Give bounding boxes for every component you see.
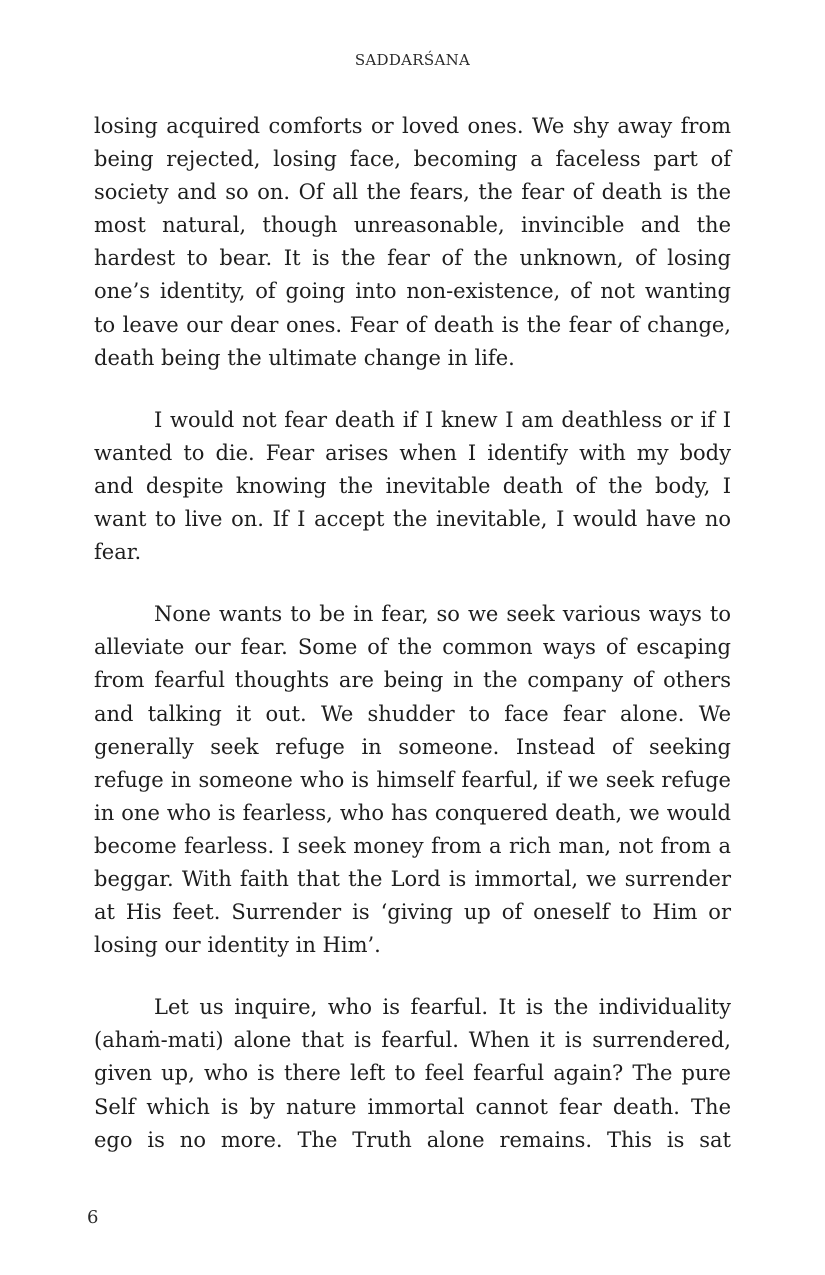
page-number: 6 [87,1207,99,1228]
body-text [94,110,731,1157]
paragraph-deathless: I would not fear death if I knew I am deathless or if I wanted to die. Fear arises when I identify with my body and despite knowing the inevitable death of the body, I want to live on. If I accept the inevitable, I would have no fear. [94,407,731,565]
paragraph-seeking-refuge: None wants to be in fear, so we seek various ways to alleviate our fear. Some of the common ways of escaping from fearful thoughts are being in the company of others and talking it out. We shudder to face fear alone. We generally seek refuge in someone. Instead of seeking refuge in someone who is himself fearful, if we seek refuge in one who is fearless, who has conquered death, we would become fearless. I seek money from a rich man, not from a beggar. With faith that the Lord is immortal, we surrender at His feet. Surrender is ‘giving up of oneself to Him or losing our identity in Him’. [94,602,731,958]
paragraph-who-is-fearful: Let us inquire, who is fearful. It is the individuality (ahaṁ-mati) alone that is fearful. When it is surrendered, given up, who is there left to feel fearful again? The pure Self which is by nature immortal cannot fear death. The ego is no more. The Truth alone remains. This is sat [94,995,731,1152]
paragraph-fear-of-death: losing acquired comforts or loved ones. We shy away from being rejected, losing face, becoming a faceless part of society and so on. Of all the fears, the fear of death is the most natural, though unreasonable, invincible and the hardest to bear. It is the fear of the unknown, of losing one’s identity, of going into non-existence, of not wanting to leave our dear ones. Fear of death is the fear of change, death being the ultimate change in life. [94,114,731,370]
running-header: SADDARŚANA [354,51,471,69]
